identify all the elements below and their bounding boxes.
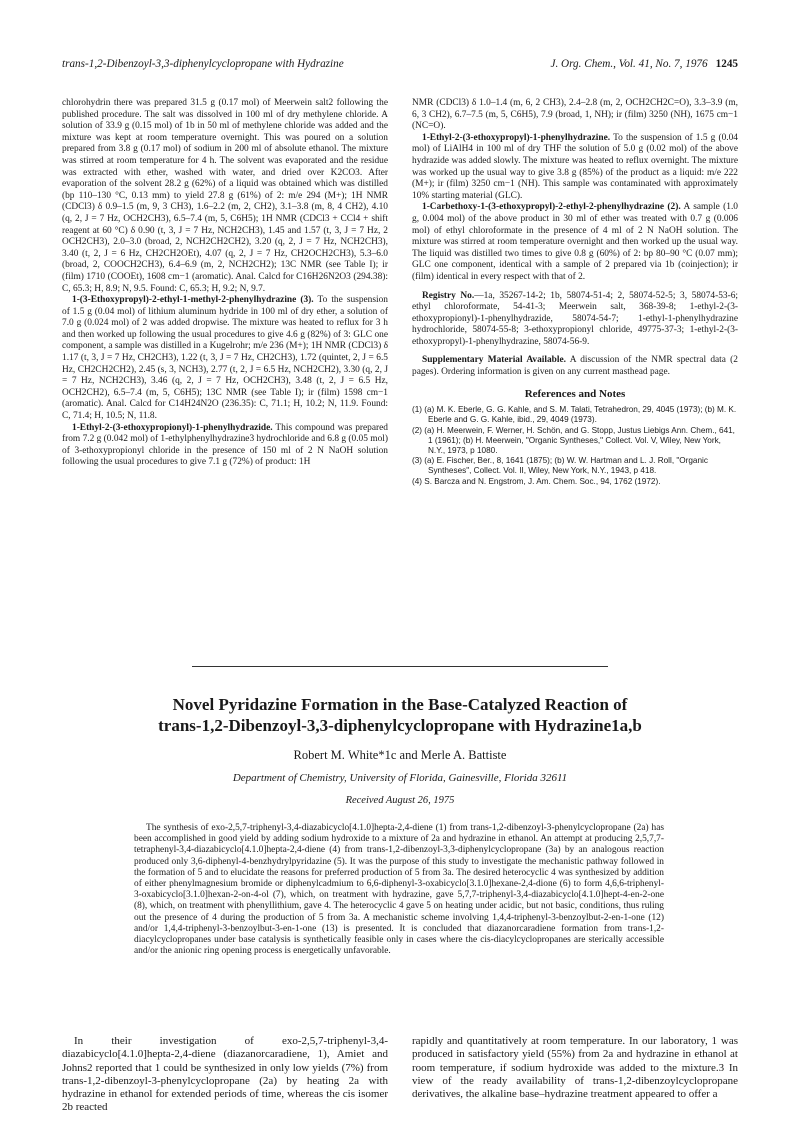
received-date: Received August 26, 1975 [345, 795, 455, 806]
paragraph-text: This compound was prepared from 7.2 g (0.042 mol) of 1-ethylphenylhydrazine3 hydrochloride and 6.8 g (0.05 mol) of 3-ethoxypropionyl chloride in the presence of 150 ml of 2 N NaOH solution following the usual procedures to give 7.1 g (72%) of product: 1H [62, 422, 388, 468]
running-header [62, 58, 738, 74]
paragraph-text: To the suspension of 1.5 g (0.04 mol) of LiAlH4 in 100 ml of dry THF the solution of 5.0 g (0.02 mol) of the above hydrazide was added slowly. The mixture was heated to reflux overnight. The mixture was worked up the usual way to give 3.8 g (85%) of the product as a liquid: m/e 222 (M+); ir (film) 3250 cm−1 (NH). This sample was contaminated with approximately 10% starting material (GLC). [412, 132, 738, 201]
experimental-paragraph [412, 133, 738, 203]
journal-page [62, 58, 738, 1118]
abstract: The synthesis of exo-2,5,7-triphenyl-3,4-diazabicyclo[4.1.0]hepta-2,4-diene (1) from trans-1,2-dibenzoyl-3-phenylcyclopropane (2a) has been accomplished in good yield by adding sodium hydroxide to a mixture of 2a and hydrazine in ethanol. An attempt at producing 2,5,7,7-tetraphenyl-3,4-diazabicyclo[4.1.0]hepta-2,4-diene (4) from trans-1,2-dibenzoyl-3,3-diphenylcyclopropane (3a) by an analogous reaction produced only 3,6-diphenyl-4-benzhydrylpyridazine (5). It was the purpose of this study to investigate the mechanistic pathway followed in the formation of 5 and to elucidate the reasons for preferred production of 5 from 3a. The desired heterocyclic 4 was synthesized by addition of either phenylmagnesium bromide or diphenylcadmium to 6,6-diphenyl-3-oxabicyclo[3.1.0]hexane-2,4-dione (6) to form 4,6,6-triphenyl-3-oxabicyclo[3.1.0]hexan-2-on-4-ol (7), which, on treatment with hydrazine, gave 5,7,7-triphenyl-3,4-diazabicyclo[4.1.0]hept-4-en-2-one (8), which, on treatment with phenyllithium, gave 4. The heterocyclic 4 gave 5 on heating under acidic, but not basic, conditions, thus ruling out the presence of 4 during the production of 5 from 3a. A mechanistic scheme involving 1,4,4-triphenyl-3-benzoylbut-2-en-1-one (12) and/or 1,4,4-triphenyl-3-benzoylbut-3-en-1-one (13) is presented. It is concluded that diazanorcaradiene formation from trans-1,2-diacylcyclopropanes under base catalysis is synthetically feasible only in cases where the cis-diacylcyclopropanes are sterically accessible and/or the anionic ring opening process is energetically unfavorable. [134, 823, 664, 957]
page-number: 1245 [715, 58, 738, 70]
experimental-paragraph: NMR (CDCl3) δ 1.0–1.4 (m, 6, 2 CH3), 2.4–2.8 (m, 2, OCH2CH2C=O), 3.3–3.9 (m, 6, 3 CH2), 6.7–7.5 (m, 5, C6H5), 7.9 (broad, 1, NH); ir (film) 3250 (NH), 1675 cm−1 (NC=O). [412, 98, 738, 132]
experimental-paragraph [62, 295, 388, 423]
left-column [62, 98, 388, 469]
experimental-paragraph [62, 423, 388, 469]
experimental-paragraph [412, 202, 738, 283]
introduction-right: rapidly and quantitatively at room temperature. In our laboratory, 1 was produced in satisfactory yield (55%) from 2a and hydrazine in ethanol at room temperature, if sodium hydroxide was added to the mixture.3 In view of the ready availability of trans-1,2-dibenzoylcyclopropane derivatives, the alkaline base–hydrazine treatment appeared to offer a [412, 1035, 738, 1101]
experimental-paragraph: chlorohydrin there was prepared 31.5 g (0.17 mol) of Meerwein salt2 following the published procedure. The salt was dissolved in 100 ml of dry methylene chloride. A solution of 33.9 g (0.15 mol) of 1b in 50 ml of methylene chloride was added and the mixture was kept at room temperature overnight. This was poured on a solution prepared from 3.8 g (0.17 mol) of sodium in 200 ml of absolute ethanol. The mixture was stirred at room temperature for 4 h. The solvent was evaporated and the residue was extracted with ether, washed with water, and dried over K2CO3. After evaporation of the solvent 28.2 g (62%) of a liquid was obtained which was distilled (bp 110–130 °C, 0.13 mm) to yield 27.8 g (61%) of 2: m/e 294 (M+); 1H NMR (CDCl3) δ 0.9–1.5 (m, 9, 3 CH3), 1.6–2.2 (m, 2, CH2), 3.1–3.8 (m, 8, 4 CH2), 4.10 (q, 2, J = 7 Hz, OCH2CH3), 6.5–7.4 (m, 5, C6H5); 1H NMR (CDCl3 + CCl4 + shift reagent at 60 °C) δ 0.90 (t, 3, J = 7 Hz, NCH2CH3), 1.45 and 1.57 (t, 3, J = 7 Hz, 2 OCH2CH3), 2.0–3.0 (broad, 2, NCH2CH2CH2), 3.20 (q, 2, J = 7 Hz, NCH2CH3), 3.40 (t, 2, J = 6 Hz, CH2CH2OEt), 4.07 (q, 2, J = 7 Hz, CH2OCH2CH3), 5.3–6.0 (broad, 2, COOCH2CH3), 6.4–6.9 (m, 2, NCH2CH2); 13C NMR (see Table I); ir (film) 1710 (COOEt), 1608 cm−1 (aromatic). Anal. Calcd for C16H26N2O3 (294.38): C, 65.3; H, 8.9; N, 9.5. Found: C, 65.3; H, 9.2; N, 9.7. [62, 98, 388, 294]
references-title: References and Notes [524, 387, 626, 400]
supplementary-paragraph [412, 355, 738, 378]
paragraph-text: To the suspension of 1.5 g (0.04 mol) of lithium aluminum hydride in 100 ml of dry ether, a solution of 7.0 g (0.024 mol) of 2 was added dropwise. The mixture was heated to reflux for 3 h and then worked up following the usual procedures to give 4.6 g (82%) of 3: GLC one component, a sample was distilled in a Kugelrohr; m/e 236 (M+); 1H NMR (CDCl3) δ 1.17 (t, 3, J = 7 Hz, CH2CH3), 1.22 (t, 3, J = 7 Hz, CH2CH3), 1.72 (quintet, 2, J = 6.5 Hz, CH2CH2CH2), 2.45 (s, 3, NCH3), 2.77 (t, 2, J = 6.5 Hz, NCH2CH2), 3.30 (q, 2, J = 7 Hz, NCH2CH3), 3.46 (q, 2, J = 7 Hz, OCH2CH3), 3.48 (t, 2, J = 6.5 Hz, OCH2CH2), 6.5–7.4 (m, 5, C6H5); 13C NMR (see Table I); ir (film) 1598 cm−1 (aromatic). Anal. Calcd for C14H24N2O (236.35): C, 71.1; H, 10.2; N, 11.9. Found: C, 71.4; H, 10.5; N, 11.8. [62, 295, 388, 422]
registry-paragraph [412, 291, 738, 349]
references-list [412, 405, 738, 487]
reference-item: (1) (a) M. K. Eberle, G. G. Kahle, and S. M. Talati, Tetrahedron, 29, 4045 (1973); (b) M. K. Eberle and G. G. Kahle, ibid., 29, 4049 (1973). [412, 405, 737, 425]
reference-item: (4) S. Barcza and N. Engstrom, J. Am. Chem. Soc., 94, 1762 (1972). [412, 476, 661, 486]
compound-heading: 1-Carbethoxy-1-(3-ethoxypropyl)-2-ethyl-2-phenylhydrazine (2). [422, 202, 681, 213]
article-title [62, 694, 738, 736]
introduction-left: In their investigation of exo-2,5,7-triphenyl-3,4-diazabicyclo[4.1.0]hepta-2,4-diene (diazanorcaradiene, 1), Amiet and Johns2 reported that 1 could be synthesized in only low yields (7%) from trans-1,2-dibenzoyl-3-phenylcyclopropane (2a) by heating 2a with hydrazine in ethanol for extended periods of time, whereas the cis isomer 2b reacted [62, 1035, 388, 1114]
compound-heading: 1-Ethyl-2-(3-ethoxypropionyl)-1-phenylhydrazide. [72, 422, 273, 433]
author-affiliation: Department of Chemistry, University of Florida, Gainesville, Florida 32611 [232, 772, 568, 784]
title-line: trans-1,2-Dibenzoyl-3,3-diphenylcyclopropane with Hydrazine1a,b [158, 716, 642, 735]
section-divider [192, 666, 608, 667]
compound-heading: 1-(3-Ethoxypropyl)-2-ethyl-1-methyl-2-phenylhydrazine (3). [72, 295, 314, 306]
title-line: Novel Pyridazine Formation in the Base-Catalyzed Reaction of [172, 695, 628, 714]
paragraph-text: A sample (1.0 g, 0.004 mol) of the above product in 30 ml of ether was treated with 0.7 g (0.006 mol) of ethyl chloroformate in the presence of 4 ml of 2 N NaOH solution. The mixture was stirred at room temperature overnight and then worked up the usual way. The liquid was distilled two times to give 0.8 g (60%) of 2: bp 80–90 °C (0.07 mm); GLC one component, identical with a sample of 2 prepared via 1b (coinjection); ir (film) identical in every respect with that of 2. [412, 202, 738, 282]
right-column [412, 98, 738, 487]
registry-heading: Registry No. [422, 290, 475, 301]
reference-item: (2) (a) H. Meerwein, F. Werner, H. Schön, and G. Stopp, Justus Liebigs Ann. Chem., 641, 1 (1961); (b) H. Meerwein, "Organic Syntheses," Collect. Vol. V, Wiley, New York, N.Y., 1973, p 1080. [412, 425, 735, 456]
journal-citation [550, 58, 738, 70]
compound-heading: 1-Ethyl-2-(3-ethoxypropyl)-1-phenylhydrazine. [422, 132, 611, 143]
supplementary-heading: Supplementary Material Available. [422, 355, 566, 366]
supplementary-text: A discussion of the NMR spectral data (2 pages). Ordering information is given on any current masthead page. [412, 355, 738, 378]
journal-name: J. Org. Chem., Vol. 41, No. 7, 1976 [550, 58, 708, 70]
reference-item: (3) (a) E. Fischer, Ber., 8, 1641 (1875); (b) W. W. Hartman and L. J. Roll, "Organic Syntheses", Collect. Vol. II, Wiley, New York, N.Y., 1943, p 418. [412, 456, 708, 476]
running-title: trans-1,2-Dibenzoyl-3,3-diphenylcyclopropane with Hydrazine [62, 58, 344, 70]
article-authors: Robert M. White*1c and Merle A. Battiste [293, 748, 507, 762]
registry-text: —1a, 35267-14-2; 1b, 58074-51-4; 2, 58074-52-5; 3, 58074-53-6; ethyl chloroformate, 54-41-3; Meerwein salt, 368-39-8; 1-ethyl-2-(3-ethoxypropionyl)-1-phenylhydrazide, 58074-54-7; 1-ethyl-1-phenylhydrazine hydrochloride, 58074-55-8; 3-ethoxypropionyl chloride, 49775-37-3; 1-ethyl-2-(3-ethoxypropyl)-1-phenylhydrazine, 58074-56-9. [412, 290, 738, 347]
